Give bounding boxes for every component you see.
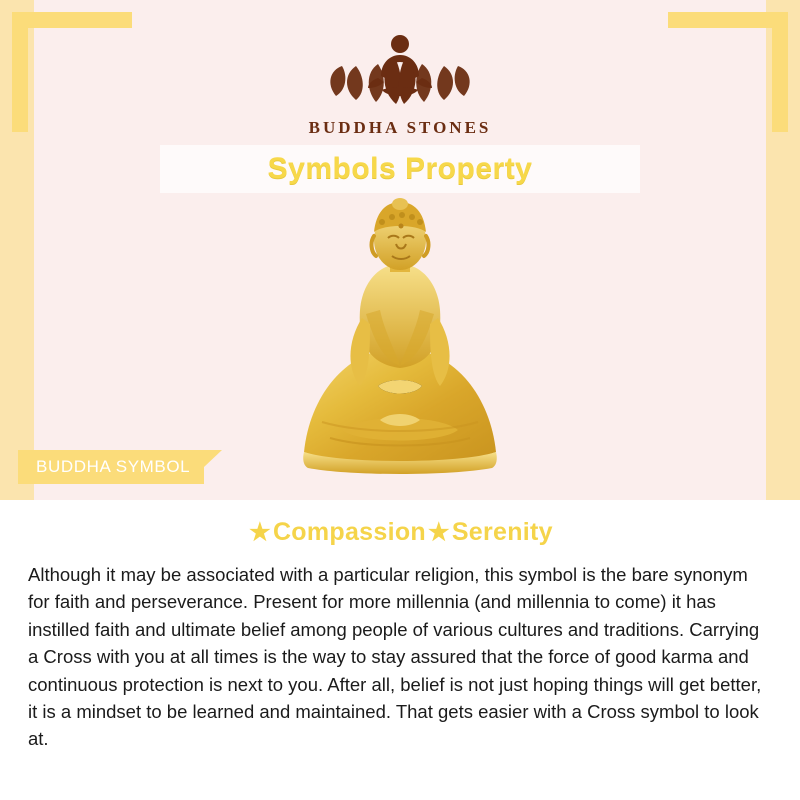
star-icon-left: ★	[249, 519, 271, 546]
content-paragraph: Although it may be associated with a particular religion, this symbol is the bare synonym for faith and perseverance. Present for more millennia (and millennia to come) it has instilled faith and ultimate belief among people of various cultures and traditions. Carrying a Cross with you at all times is the way to stay assured that the force of good karma and continuous protection is next to you. After all, belief is not just hoping things will get better, it is a mindset to be learned and maintained. That gets easier with a Cross symbol to look at.	[28, 564, 762, 750]
subtitle-word-compassion: Compassion	[272, 518, 426, 546]
symbol-tag	[18, 450, 222, 484]
star-icon-right: ★	[427, 519, 450, 546]
content-panel	[0, 500, 800, 800]
brand-name: BUDDHA STONES	[308, 118, 492, 137]
seated-buddha-statue-icon	[270, 198, 530, 488]
title-ribbon	[160, 145, 640, 193]
content-subtitle	[0, 518, 800, 547]
brand-header	[0, 22, 800, 138]
lotus-meditation-icon	[0, 22, 800, 114]
page-title: Symbols Property	[267, 152, 533, 185]
subtitle-word-serenity: Serenity	[451, 518, 553, 546]
symbol-tag-arrow	[204, 450, 222, 484]
symbol-tag-label: BUDDHA SYMBOL	[18, 450, 204, 484]
